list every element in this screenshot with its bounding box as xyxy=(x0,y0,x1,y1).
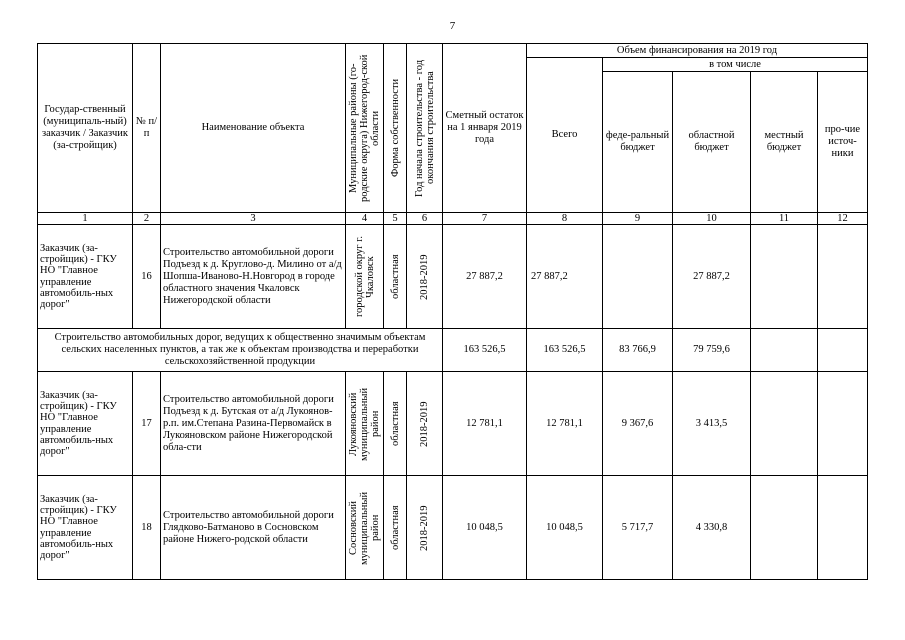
total-value: 12 781,1 xyxy=(527,372,603,476)
column-number: 1 xyxy=(38,213,133,225)
ownership-text: областная xyxy=(389,254,401,299)
local-value xyxy=(751,476,818,580)
header-including: в том числе xyxy=(603,58,868,72)
column-number: 9 xyxy=(603,213,673,225)
years-cell xyxy=(407,476,443,580)
header-local: местный бюджет xyxy=(751,72,818,213)
header-years-text: Год начала строительства - год окончания строительства xyxy=(413,59,436,197)
federal-value xyxy=(603,225,673,329)
local-value xyxy=(751,372,818,476)
other-value xyxy=(818,225,868,329)
other-value xyxy=(818,372,868,476)
ownership-cell xyxy=(384,372,407,476)
district-cell xyxy=(346,476,384,580)
customer-cell: Заказчик (за-стройщик) - ГКУ НО "Главное управление автомобиль-ных дорог" xyxy=(38,372,133,476)
ownership-text: областная xyxy=(389,505,401,550)
estimated-value: 12 781,1 xyxy=(443,372,527,476)
other-value xyxy=(818,476,868,580)
ownership-cell xyxy=(384,476,407,580)
section-total: 163 526,5 xyxy=(527,329,603,372)
regional-value: 4 330,8 xyxy=(673,476,751,580)
section-estimated: 163 526,5 xyxy=(443,329,527,372)
header-regional: областной бюджет xyxy=(673,72,751,213)
column-number: 5 xyxy=(384,213,407,225)
section-federal: 83 766,9 xyxy=(603,329,673,372)
section-other xyxy=(818,329,868,372)
district-text: Лукояновский муниципальный район xyxy=(348,386,381,461)
object-name: Строительство автомобильной дороги Глядково-Батманово в Сосновском районе Нижего-родской области xyxy=(161,476,346,580)
table-row xyxy=(38,372,868,476)
header-total: Всего xyxy=(527,58,603,213)
page-number: 7 xyxy=(449,20,456,32)
header-num: № п/п xyxy=(133,44,161,213)
header-row-1 xyxy=(38,44,868,58)
header-federal: феде-ральный бюджет xyxy=(603,72,673,213)
header-other: про-чие источ-ники xyxy=(818,72,868,213)
column-number: 6 xyxy=(407,213,443,225)
table-row xyxy=(38,476,868,580)
section-row xyxy=(38,329,868,372)
federal-value: 9 367,6 xyxy=(603,372,673,476)
row-number: 17 xyxy=(133,372,161,476)
object-name: Строительство автомобильной дороги Подъезд к д. Бутская от а/д Лукоянов-р.п. им.Степана Разина-Первомайск в Лукояновском районе Нижегородской обла-сти xyxy=(161,372,346,476)
column-number: 12 xyxy=(818,213,868,225)
header-ownership xyxy=(384,44,407,213)
regional-value: 27 887,2 xyxy=(673,225,751,329)
header-estimated: Сметный остаток на 1 января 2019 года xyxy=(443,44,527,213)
district-cell xyxy=(346,225,384,329)
column-number: 2 xyxy=(133,213,161,225)
district-text: Сосновский муниципальный район xyxy=(348,490,381,565)
regional-value: 3 413,5 xyxy=(673,372,751,476)
header-years xyxy=(407,44,443,213)
row-number: 18 xyxy=(133,476,161,580)
header-districts xyxy=(346,44,384,213)
section-local xyxy=(751,329,818,372)
years-cell xyxy=(407,372,443,476)
federal-value: 5 717,7 xyxy=(603,476,673,580)
header-customer: Государ-ственный (муниципаль-ный) заказчик / Заказчик (за-стройщик) xyxy=(38,44,133,213)
section-title: Строительство автомобильных дорог, ведущих к общественно значимым объектам сельских населенных пунктов, а так же к объектам производства и переработки сельскохозяйственной продукции xyxy=(38,329,443,372)
column-number: 3 xyxy=(161,213,346,225)
total-value: 10 048,5 xyxy=(527,476,603,580)
column-number-row xyxy=(38,213,868,225)
table-row xyxy=(38,225,868,329)
ownership-text: областная xyxy=(389,401,401,446)
financing-table xyxy=(37,43,868,580)
local-value xyxy=(751,225,818,329)
header-districts-text: Муниципальные районы (го-родские округа) Нижегород-ской области xyxy=(348,54,381,202)
district-cell xyxy=(346,372,384,476)
column-number: 11 xyxy=(751,213,818,225)
years-text: 2018-2019 xyxy=(419,504,430,551)
row-number: 16 xyxy=(133,225,161,329)
customer-cell: Заказчик (за-стройщик) - ГКУ НО "Главное управление автомобиль-ных дорог" xyxy=(38,476,133,580)
customer-cell: Заказчик (за-стройщик) - ГКУ НО "Главное управление автомобиль-ных дорог" xyxy=(38,225,133,329)
column-number: 7 xyxy=(443,213,527,225)
estimated-value: 10 048,5 xyxy=(443,476,527,580)
years-text: 2018-2019 xyxy=(419,253,430,300)
object-name: Строительство автомобильной дороги Подъезд к д. Круглово-д. Милино от а/д Шопша-Иваново-Н.Новгород в городе областного значения Чкаловск Нижегородской области xyxy=(161,225,346,329)
header-ownership-text: Форма собственности xyxy=(389,78,401,178)
years-text: 2018-2019 xyxy=(419,400,430,447)
district-text: городской округ г. Чкаловск xyxy=(353,236,376,317)
column-number: 4 xyxy=(346,213,384,225)
years-cell xyxy=(407,225,443,329)
column-number: 8 xyxy=(527,213,603,225)
header-object-name: Наименование объекта xyxy=(161,44,346,213)
column-number: 10 xyxy=(673,213,751,225)
total-value: 27 887,2 xyxy=(527,225,603,329)
ownership-cell xyxy=(384,225,407,329)
header-financing: Объем финансирования на 2019 год xyxy=(527,44,868,58)
section-regional: 79 759,6 xyxy=(673,329,751,372)
estimated-value: 27 887,2 xyxy=(443,225,527,329)
